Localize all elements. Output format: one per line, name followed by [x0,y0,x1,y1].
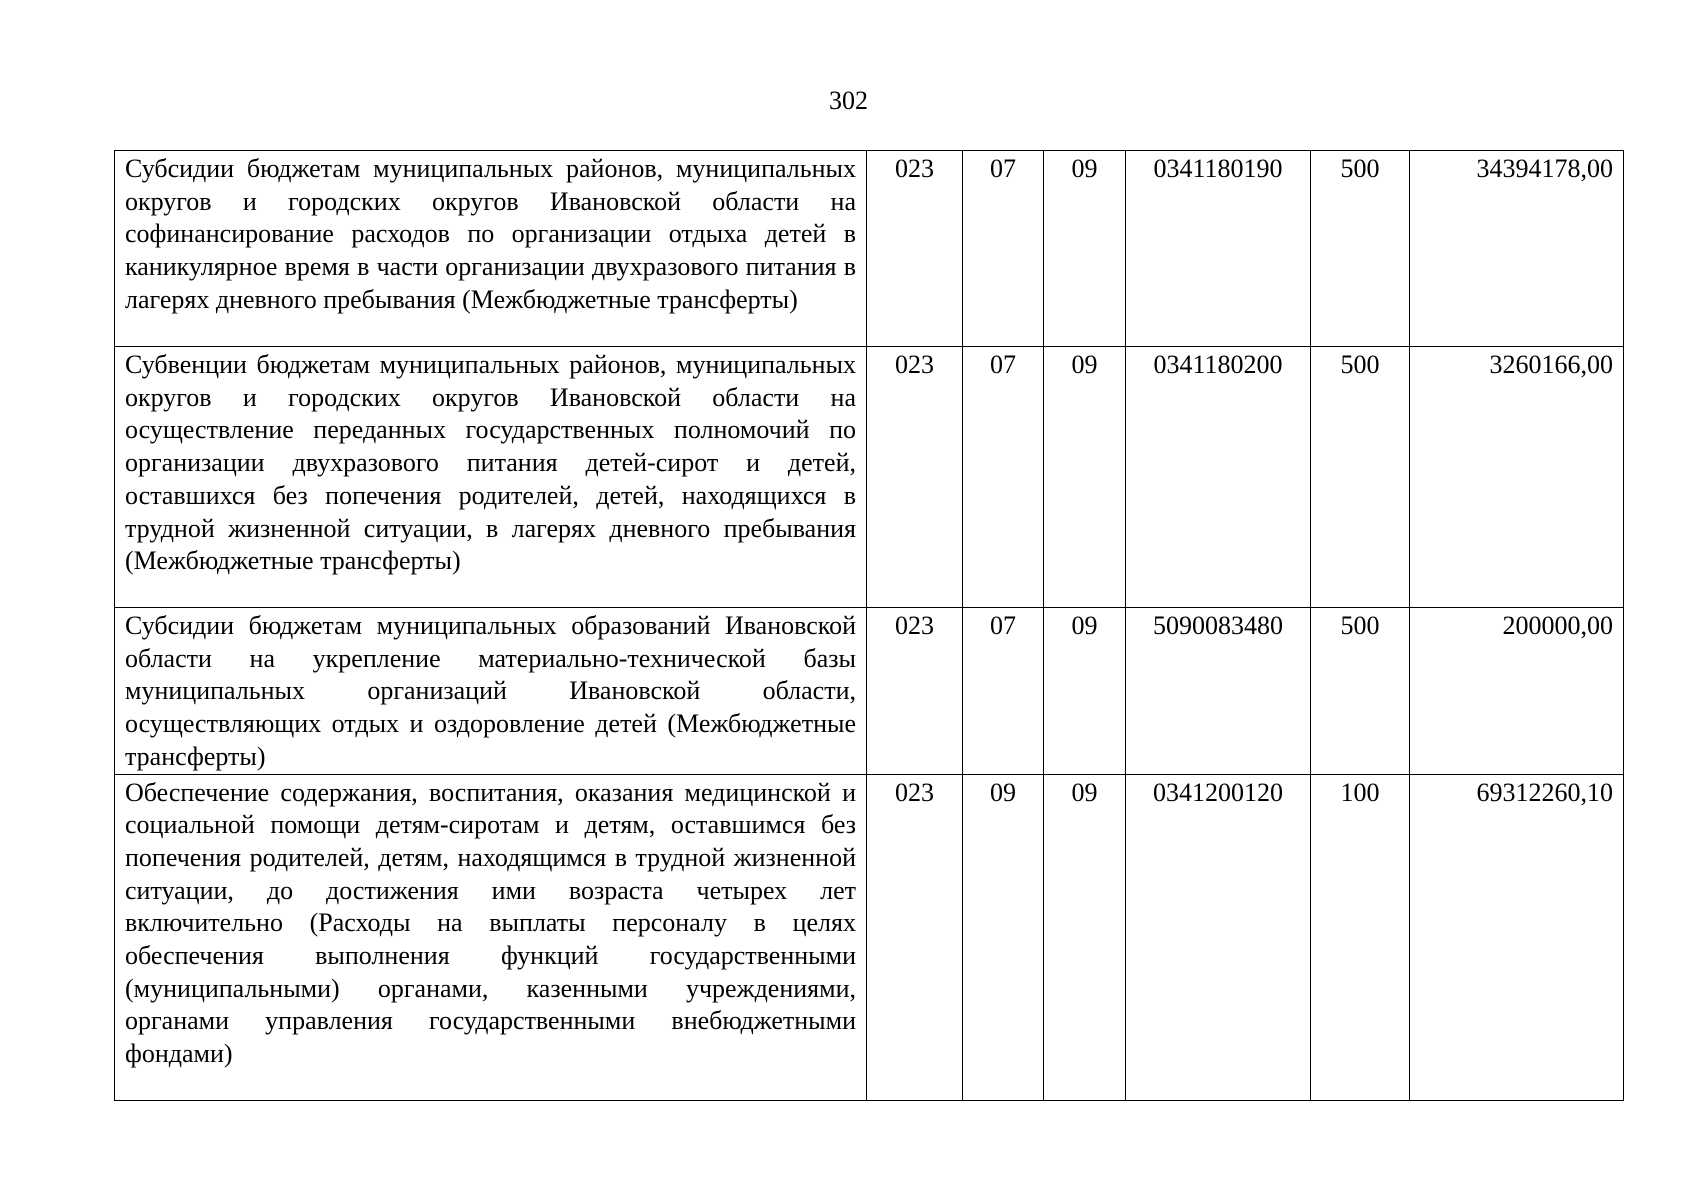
grbs-code: 023 [867,347,963,608]
expense-type-code: 500 [1311,608,1410,775]
expense-description: Обеспечение содержания, воспитания, оказания медицинской и социальной помощи детям-сиротам и детям, оставшимся без попечения родителей, детям, находящимся в трудной жизненной ситуации, до достижения ими возраста четырех лет включительно (Расходы на выплаты персоналу в целях обеспечения выполнения функций государственными (муниципальными) органами, казенными учреждениями, органами управления государственными внебюджетными фондами) [115,774,867,1100]
amount: 69312260,10 [1410,774,1624,1100]
subsection-code: 09 [1044,151,1126,347]
table-row [115,608,1624,775]
target-article-code: 0341180190 [1126,151,1311,347]
subsection-code: 09 [1044,774,1126,1100]
budget-table [114,150,1624,1101]
target-article-code: 0341200120 [1126,774,1311,1100]
section-code: 07 [963,608,1044,775]
amount: 34394178,00 [1410,151,1624,347]
target-article-code: 5090083480 [1126,608,1311,775]
grbs-code: 023 [867,151,963,347]
grbs-code: 023 [867,774,963,1100]
expense-type-code: 100 [1311,774,1410,1100]
amount: 3260166,00 [1410,347,1624,608]
section-code: 09 [963,774,1044,1100]
expense-type-code: 500 [1311,151,1410,347]
page-number: 302 [829,86,868,115]
expense-type-code: 500 [1311,347,1410,608]
subsection-code: 09 [1044,347,1126,608]
target-article-code: 0341180200 [1126,347,1311,608]
table-row [115,774,1624,1100]
subsection-code: 09 [1044,608,1126,775]
amount: 200000,00 [1410,608,1624,775]
expense-description: Субсидии бюджетам муниципальных образований Ивановской области на укрепление материально-технической базы муниципальных организаций Ивановской области, осуществляющих отдых и оздоровление детей (Межбюджетные трансферты) [115,608,867,775]
expense-description: Субвенции бюджетам муниципальных районов, муниципальных округов и городских округов Ивановской области на осуществление переданных государственных полномочий по организации двухразового питания детей-сирот и детей, оставшихся без попечения родителей, детей, находящихся в трудной жизненной ситуации, в лагерях дневного пребывания (Межбюджетные трансферты) [115,347,867,608]
table-row [115,347,1624,608]
section-code: 07 [963,347,1044,608]
expense-description: Субсидии бюджетам муниципальных районов, муниципальных округов и городских округов Ивановской области на софинансирование расходов по организации отдыха детей в каникулярное время в части организации двухразового питания в лагерях дневного пребывания (Межбюджетные трансферты) [115,151,867,347]
section-code: 07 [963,151,1044,347]
table-row [115,151,1624,347]
grbs-code: 023 [867,608,963,775]
